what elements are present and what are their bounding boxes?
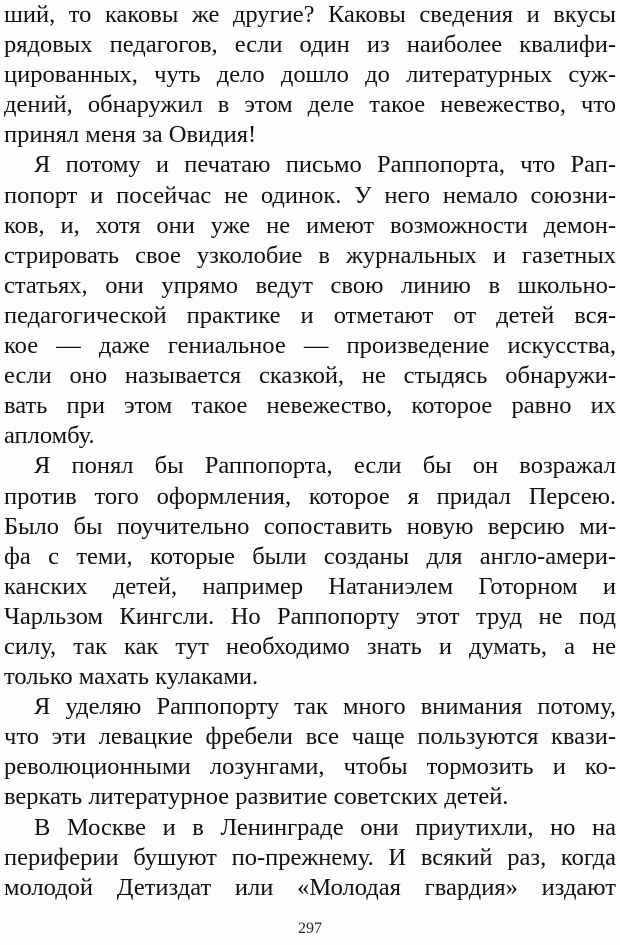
text-line: фа с теми, которые были созданы для англо-амери- <box>4 542 616 570</box>
text-line: цированных, чуть дело дошло до литературных суж- <box>4 61 616 89</box>
body-text <box>4 0 616 903</box>
text-line: веркать литературное развитие советских детей. <box>4 783 509 811</box>
text-line: против того оформления, которое я придал Персею. <box>4 482 616 510</box>
text-line: канских детей, например Натаниэлем Готорном и <box>4 572 616 600</box>
text-line: Чарльзом Кингсли. Но Раппопорту этот труд не под <box>4 602 616 630</box>
text-line: Я понял бы Раппопорта, если бы он возражал <box>34 452 616 480</box>
text-line: дений, обнаружил в этом деле такое невежество, что <box>4 91 616 119</box>
text-line: принял меня за Овидия! <box>4 121 257 149</box>
text-line: только махать кулаками. <box>4 663 259 691</box>
text-line: Было бы поучительно сопоставить новую версию ми- <box>4 512 616 540</box>
text-line: кое — даже гениальное — произведение искусства, <box>4 332 616 360</box>
text-line: молодой Детиздат или «Молодая гвардия» издают <box>4 873 616 901</box>
text-line: ков, и, хотя они уже не имеют возможности демон- <box>4 211 616 239</box>
text-line: статьях, они упрямо ведут свою линию в школьно- <box>4 271 616 299</box>
text-line: что эти левацкие фребели все чаще пользуются квази- <box>4 723 616 751</box>
text-line: Я потому и печатаю письмо Раппопорта, что Рап- <box>34 151 616 179</box>
text-line: стрировать свое узколобие в журнальных и газетных <box>4 241 616 269</box>
text-line: если оно называется сказкой, не стыдясь обнаружи- <box>4 362 616 390</box>
text-line: Я уделяю Раппопорту так много внимания потому, <box>34 693 616 721</box>
text-line: ший, то каковы же другие? Каковы сведения и вкусы <box>4 1 616 28</box>
text-line: вать при этом такое невежество, которое равно их <box>4 392 616 420</box>
text-line: попорт и посейчас не одинок. У него немало союзни- <box>4 181 616 209</box>
text-line: педагогической практике и отметают от детей вся- <box>4 301 616 329</box>
text-line: В Москве и в Ленинграде они приутихли, но на <box>34 813 616 841</box>
text-line: революционными лозунгами, чтобы тормозить и ко- <box>4 753 616 781</box>
text-line: апломбу. <box>4 422 95 450</box>
text-line: рядовых педагогов, если один из наиболее квалифи- <box>4 31 616 59</box>
page-number: 297 <box>298 920 322 937</box>
text-line: периферии бушуют по-прежнему. И всякий раз, когда <box>4 843 616 871</box>
text-line: силу, так как тут необходимо знать и думать, а не <box>4 632 616 660</box>
